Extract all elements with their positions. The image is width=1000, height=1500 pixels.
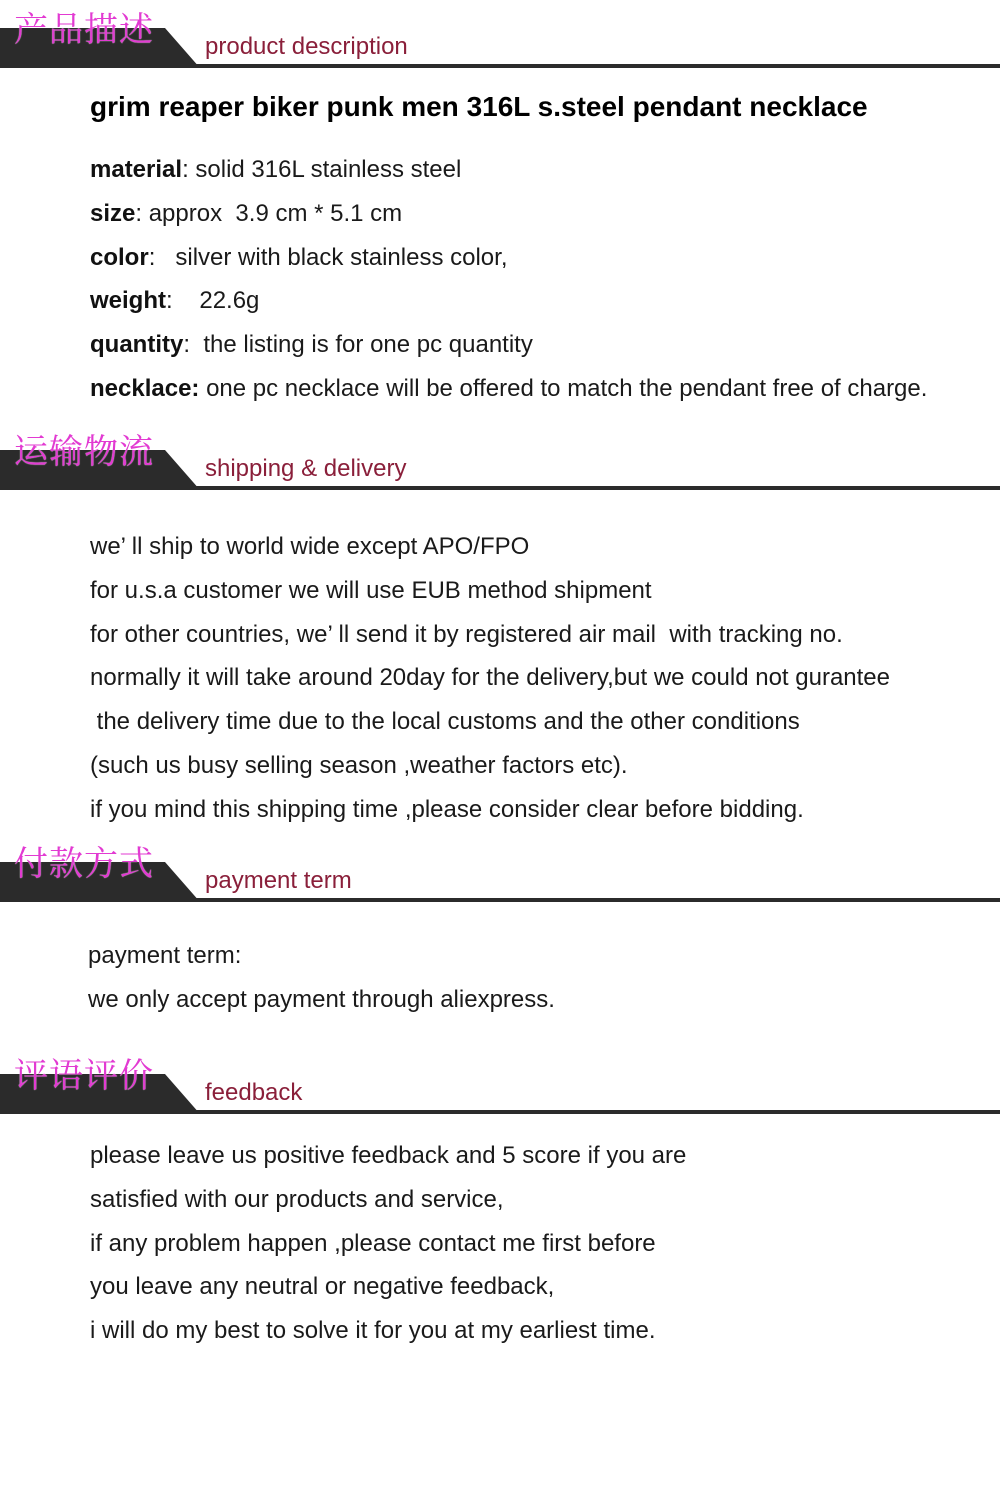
spec-value: one pc necklace will be offered to match the pendant free of charge. <box>199 375 928 402</box>
payment-line: we only accept payment through aliexpress. <box>88 986 555 1013</box>
shipping-line: the delivery time due to the local customs and the other conditions <box>90 708 800 735</box>
spec-value: : 22.6g <box>166 287 260 314</box>
spec-quantity <box>90 330 533 360</box>
spec-label: necklace: <box>90 375 200 402</box>
header-divider <box>195 898 1000 902</box>
section-header-feedback <box>0 1046 1000 1116</box>
spec-material <box>90 155 461 185</box>
section-header-shipping <box>0 422 1000 492</box>
spec-value: : solid 316L stainless steel <box>182 156 462 183</box>
spec-value: : silver with black stainless color, <box>148 244 508 271</box>
shipping-line: normally it will take around 20day for the delivery,but we could not gurantee <box>90 664 891 691</box>
shipping-line: if you mind this shipping time ,please consider clear before bidding. <box>90 796 804 823</box>
feedback-line: if any problem happen ,please contact me first before <box>90 1230 656 1257</box>
header-zh-title: 评语评价 <box>14 1056 154 1096</box>
spec-value: : the listing is for one pc quantity <box>183 331 533 358</box>
spec-label: weight <box>90 287 166 314</box>
header-divider <box>195 1110 1000 1114</box>
spec-color <box>90 243 507 273</box>
spec-label: material <box>90 156 183 183</box>
section-header-payment <box>0 834 1000 904</box>
feedback-line: please leave us positive feedback and 5 score if you are <box>90 1142 687 1169</box>
feedback-line: you leave any neutral or negative feedback, <box>90 1273 555 1300</box>
section-header-product-description <box>0 0 1000 70</box>
header-en-title: payment term <box>205 867 352 894</box>
feedback-line: satisfied with our products and service, <box>90 1186 504 1213</box>
spec-weight <box>90 286 259 316</box>
header-zh-title: 付款方式 <box>14 844 154 884</box>
shipping-line: for other countries, we’ ll send it by registered air mail with tracking no. <box>90 621 843 648</box>
spec-label: quantity <box>90 331 184 358</box>
shipping-line: (such us busy selling season ,weather factors etc). <box>90 752 628 779</box>
payment-line: payment term: <box>88 942 242 969</box>
header-zh-title: 产品描述 <box>14 10 154 50</box>
spec-label: size <box>90 200 136 227</box>
header-divider <box>195 486 1000 490</box>
spec-necklace <box>90 374 927 404</box>
header-en-title: shipping & delivery <box>205 455 407 482</box>
header-divider <box>195 64 1000 68</box>
spec-label: color <box>90 244 149 271</box>
spec-size <box>90 199 402 229</box>
header-en-title: product description <box>205 33 408 60</box>
header-zh-title: 运输物流 <box>14 432 154 472</box>
shipping-line: for u.s.a customer we will use EUB method shipment <box>90 577 652 604</box>
shipping-line: we’ ll ship to world wide except APO/FPO <box>90 533 530 560</box>
spec-value: : approx 3.9 cm * 5.1 cm <box>135 200 403 227</box>
header-en-title: feedback <box>205 1079 303 1106</box>
feedback-line: i will do my best to solve it for you at my earliest time. <box>90 1317 656 1344</box>
product-title: grim reaper biker punk men 316L s.steel pendant necklace <box>90 91 868 122</box>
